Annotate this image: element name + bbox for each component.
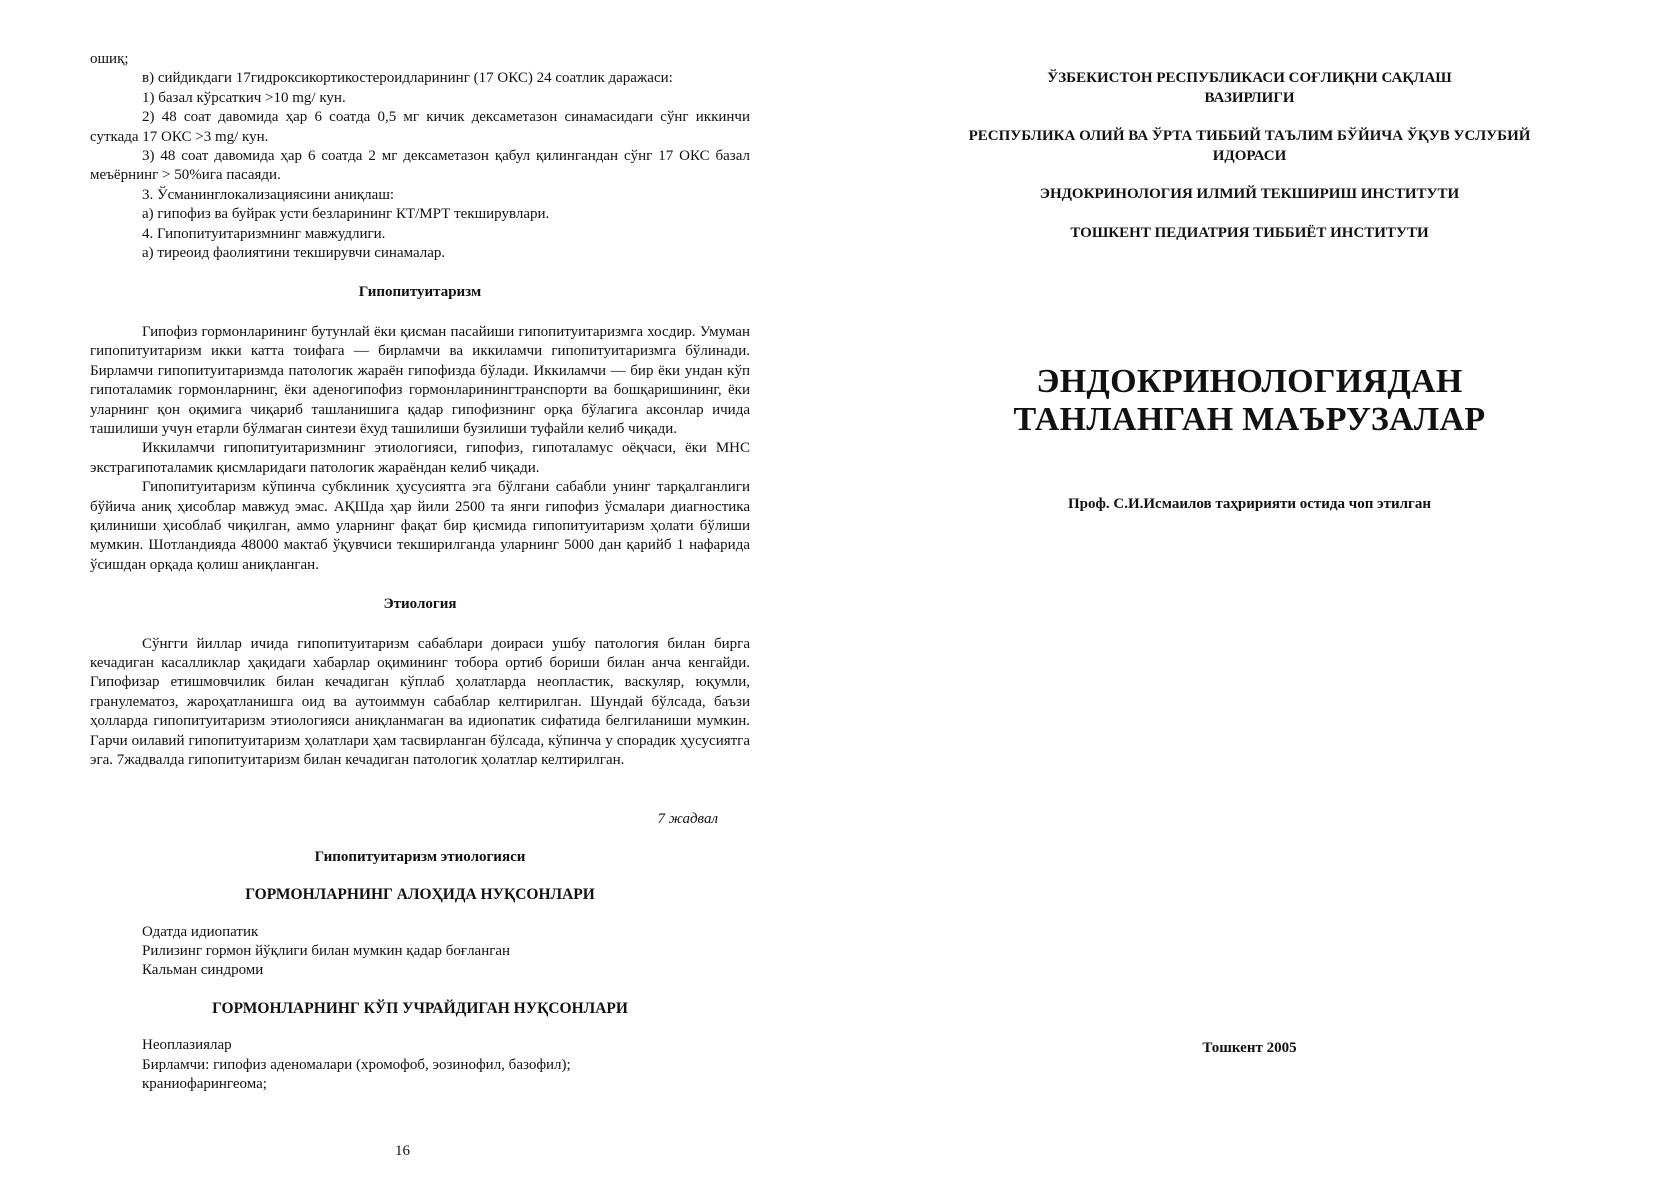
office-name: РЕСПУБЛИКА ОЛИЙ ВА ЎРТА ТИББИЙ ТАЪЛИМ БЎЙИЧА ЎҚУВ УСЛУБИЙ <box>968 128 1531 144</box>
book-title <box>833 363 1666 439</box>
list-item: Бирламчи: гипофиз аденомалари (хромофоб, эозинофил, базофил); <box>142 1056 571 1073</box>
text-paragraph: Гипофиз гормонларининг бутунлай ёки қисман пасайиши гипопитуитаризмга хосдир. Умуман гипопитуитаризм икки катта тоифага — бирламчи ва иккиламчи гипопитуитаризмга бўлинади. Бирламчи гипопитуитаризмда патологик жараён гипофизда бўлади. Иккиламчи — бир ёки ундан кўп гипоталамик гормонларнинг, ёки аденогипофиз гормонларинингтранспорти ва бошқаришининг, ёки уларнинг қон оқимига чиқариб ташланишига қадар гипофизнинг орқа бўлагига аксонлар ичида ташилиши учун етарли бўлмаган синтези ёхуд ташилиши бузилиши туфайли келиб чиқади. <box>90 323 750 437</box>
ministry-name: ЎЗБЕКИСТОН РЕСПУБЛИКАСИ СОҒЛИҚНИ САҚЛАШ <box>1047 70 1452 86</box>
book-title-line: ТАНЛАНГАН МАЪРУЗАЛАР <box>1013 401 1486 438</box>
text-line: 1) базал кўрсаткич >10 mg/ кун. <box>142 89 346 106</box>
page-number: 16 <box>395 1143 410 1159</box>
text-line: 4. Гипопитуитаризмнинг мавжудлиги. <box>142 225 386 242</box>
list-item: Рилизинг гормон йўқлиги билан мумкин қадар боғланган <box>142 943 511 960</box>
section-heading: Гипопитуитаризм <box>358 284 482 301</box>
text-paragraph: Иккиламчи гипопитуитаризмнинг этиологияси, гипофиз, гипоталамус оёқчаси, ёки МНС экстрагипоталамик қисмларидаги патологик жараёндан келиб чиқади. <box>90 440 750 476</box>
ministry-name-cont: ВАЗИРЛИГИ <box>1204 89 1295 106</box>
list-item: Кальман синдроми <box>142 962 264 979</box>
book-title-line: ЭНДОКРИНОЛОГИЯДАН <box>1036 363 1463 400</box>
list-item: Одатда идиопатик <box>142 923 259 940</box>
right-page <box>833 0 1666 1178</box>
institute-name: ЭНДОКРИНОЛОГИЯ ИЛМИЙ ТЕКШИРИШ ИНСТИТУТИ <box>1039 186 1460 202</box>
city-year: Тошкент 2005 <box>1202 1040 1297 1056</box>
left-text-column <box>90 50 750 1094</box>
text-line: а) тиреоид фаолиятини текширувчи синамалар. <box>142 245 446 262</box>
table-title: Гипопитуитаризм этиологияси <box>314 848 526 865</box>
subsection-heading: ГОРМОНЛАРНИНГ КЎП УЧРАЙДИГАН НУҚСОНЛАРИ <box>212 999 628 1017</box>
publisher-block <box>833 69 1666 243</box>
list-item: Неоплазиялар <box>142 1037 232 1054</box>
text-paragraph: 2) 48 соат давомида ҳар 6 соатда 0,5 мг кичик дексаметазон синамасидаги сўнг иккинчи суткада 17 ОКС >3 mg/ кун. <box>90 109 750 145</box>
text-line: ошиқ; <box>90 51 129 67</box>
institute-name: ТОШКЕНТ ПЕДИАТРИЯ ТИББИЁТ ИНСТИТУТИ <box>1070 224 1429 241</box>
text-paragraph: 3) 48 соат давомида ҳар 6 соатда 2 мг дексаметазон қабул қилингандан сўнг 17 ОКС базал меъёрнинг > 50%ига пасаяди. <box>90 148 750 184</box>
office-name-cont: ИДОРАСИ <box>1212 147 1287 164</box>
text-paragraph: Сўнгги йиллар ичида гипопитуитаризм сабаблари доираси ушбу патология билан бирга кечадиган касалликлар ҳақидаги хабарлар оқимининг тобора ортиб бориши билан анча кенгайди. Гипофизар етишмовчилик билан кечадиган кўплаб ҳолатларда неопластик, васкуляр, юқумли, гранулематоз, жароҳатланишга оид ва аутоиммун сабаблар келтирилган. Шундай бўлсада, баъзи ҳолларда гипопитуитаризм этиологияси аниқланмаган ва идиопатик сифатида белгиланиши мумкин. Гарчи оилавий гипопитуитаризм ҳолатлари ҳам тасвирланган бўлсада, кўпинча у спорадик ҳусусиятга эга. 7жадвалда гипопитуитаризм билан кечадиган патологик ҳолатлар келтирилган. <box>90 635 750 768</box>
table-number: 7 жадвал <box>657 811 718 828</box>
text-line: в) сийдикдаги 17гидроксикортикостероидларининг (17 ОКС) 24 соатлик даражаси: <box>142 70 673 87</box>
editor-line: Проф. С.И.Исмаилов таҳририяти остида чоп этилган <box>1068 496 1431 512</box>
section-heading: Этиология <box>383 596 457 613</box>
text-line: а) гипофиз ва буйрак усти безларининг КТ/МРТ текширувлари. <box>142 206 550 223</box>
list-item: краниофарингеома; <box>142 1076 267 1093</box>
text-paragraph: Гипопитуитаризм кўпинча субклиник ҳусусиятга эга бўлгани сабабли унинг тарқалганлиги бўйича аниқ ҳисоблар мавжуд эмас. АҚШда ҳар йили 2500 та янги гипофиз ўсмалари диагностика қилиниши ҳисоблаб чиқилган, аммо уларнинг фақат бир қисмида гипопитуитаризм ҳолати бўлиши мумкин. Шотландияда 48000 мактаб ўқувчиси текширилганда уларнинг 5000 дан қарийб 1 нафарида ўсишдан орқада қолиш аниқланган. <box>90 479 750 573</box>
subsection-heading: ГОРМОНЛАРНИНГ АЛОҲИДА НУҚСОНЛАРИ <box>245 886 595 904</box>
text-line: 3. Ўсманинглокализациясини аниқлаш: <box>142 186 395 203</box>
